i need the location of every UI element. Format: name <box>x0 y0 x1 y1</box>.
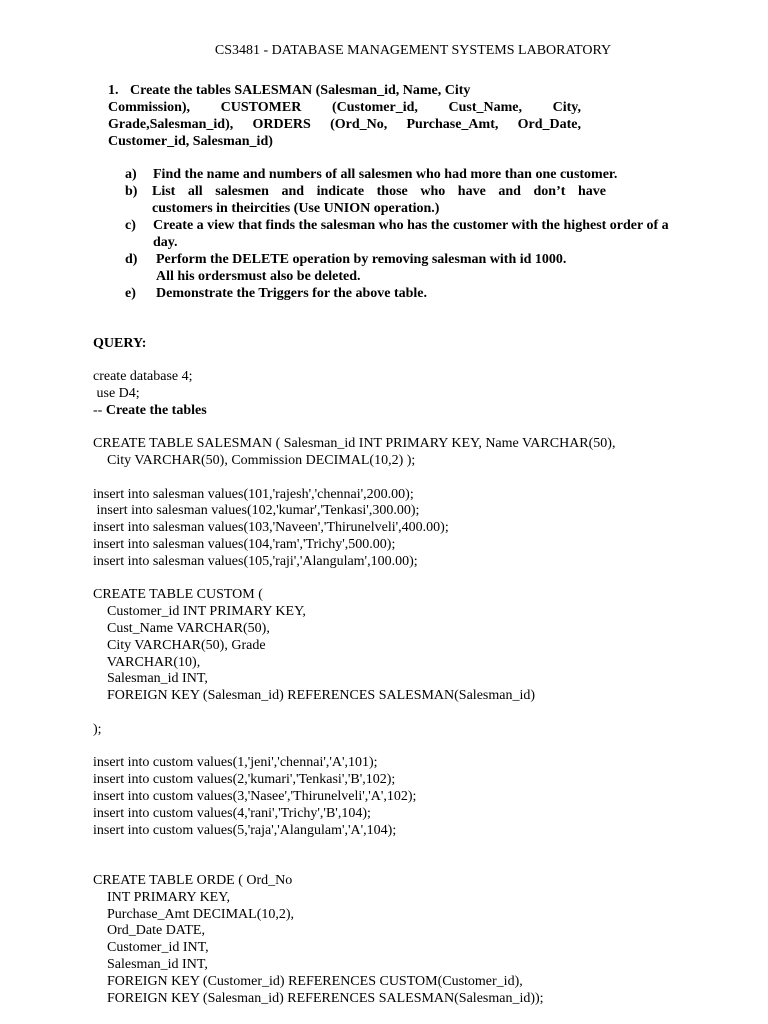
task-line-2-word: (Customer_id, <box>331 100 418 115</box>
subtask-text <box>152 183 606 200</box>
subtask-continuation: All his ordersmust also be deleted. <box>156 269 361 284</box>
subtask-label: b) <box>125 184 138 199</box>
subtask-text: Find the name and numbers of all salesmen who had more than one customer. <box>153 167 618 182</box>
subtask-word: salesmen <box>215 184 269 199</box>
task-line-3-word: Ord_Date, <box>517 117 581 132</box>
code-line: insert into custom values(2,'kumari','Tenkasi','B',102); <box>93 772 396 787</box>
code-line: FOREIGN KEY (Salesman_id) REFERENCES SALESMAN(Salesman_id)); <box>93 991 544 1006</box>
code-line: Customer_id INT PRIMARY KEY, <box>93 604 306 619</box>
query-heading: QUERY: <box>93 336 147 351</box>
subtask-text: Create a view that finds the salesman who has the customer with the highest order of a <box>153 218 669 233</box>
subtask-label: a) <box>125 167 137 182</box>
task-line-2-word: Commission), <box>108 100 191 115</box>
subtask-word: all <box>187 184 203 199</box>
code-line: insert into custom values(1,'jeni','chennai','A',101); <box>93 755 378 770</box>
task-line-2-word: Cust_Name, <box>448 100 522 115</box>
code-line: INT PRIMARY KEY, <box>93 890 231 905</box>
subtask-word: have <box>577 184 606 199</box>
code-line: insert into salesman values(103,'Naveen','Thirunelveli',400.00); <box>93 520 449 535</box>
subtask-label: c) <box>125 218 136 233</box>
code-line: Salesman_id INT, <box>93 671 208 686</box>
code-line: City VARCHAR(50), Commission DECIMAL(10,2) ); <box>93 453 416 468</box>
code-line: VARCHAR(10), <box>93 655 201 670</box>
code-comment-prefix: -- <box>93 403 106 418</box>
task-line-3 <box>108 116 581 133</box>
subtask-text: Demonstrate the Triggers for the above table. <box>156 286 427 301</box>
code-line: insert into custom values(4,'rani','Trichy','B',104); <box>93 806 371 821</box>
code-line: Cust_Name VARCHAR(50), <box>93 621 270 636</box>
code-line: CREATE TABLE ORDE ( Ord_No <box>93 873 293 888</box>
code-line: FOREIGN KEY (Customer_id) REFERENCES CUSTOM(Customer_id), <box>93 974 523 989</box>
code-line: City VARCHAR(50), Grade <box>93 638 266 653</box>
subtask-word: and <box>498 184 521 199</box>
subtask-word: don’t <box>533 184 566 199</box>
subtask-word: and <box>281 184 305 199</box>
code-line: insert into salesman values(104,'ram','Trichy',500.00); <box>93 537 396 552</box>
subtask-label: d) <box>125 252 138 267</box>
code-line: FOREIGN KEY (Salesman_id) REFERENCES SALESMAN(Salesman_id) <box>93 688 536 703</box>
task-line-3-word: ORDERS <box>252 117 311 132</box>
subtask-label: e) <box>125 286 136 301</box>
code-line: Customer_id INT, <box>93 940 209 955</box>
subtask-word: have <box>457 184 486 199</box>
subtask-continuation: customers in theircities (Use UNION operation.) <box>152 201 440 216</box>
code-line: Purchase_Amt DECIMAL(10,2), <box>93 907 295 922</box>
subtask-text: Perform the DELETE operation by removing salesman with id 1000. <box>156 252 567 267</box>
code-comment-bold: Create the tables <box>105 403 207 418</box>
code-line: insert into salesman values(105,'raji','Alangulam',100.00); <box>93 554 418 569</box>
code-line: use D4; <box>93 386 140 401</box>
subtask-word: those <box>376 184 408 199</box>
task-line-3-word: Purchase_Amt, <box>406 117 499 132</box>
task-line-2-word: City, <box>552 100 581 115</box>
code-line: insert into salesman values(102,'kumar','Tenkasi',300.00); <box>93 503 420 518</box>
subtask-continuation: day. <box>153 235 178 250</box>
task-line-1: Create the tables SALESMAN (Salesman_id, Name, City <box>130 83 471 98</box>
task-line-3-word: Grade,Salesman_id), <box>108 117 234 132</box>
task-line-2-word: CUSTOMER <box>220 100 302 115</box>
task-line-2 <box>108 99 581 116</box>
code-line: ); <box>93 722 102 737</box>
task-line-3-word: (Ord_No, <box>330 117 388 132</box>
page-header-title: CS3481 - DATABASE MANAGEMENT SYSTEMS LABORATORY <box>214 43 612 58</box>
code-line: create database 4; <box>93 369 193 384</box>
code-line: Ord_Date DATE, <box>93 923 205 938</box>
code-line: insert into custom values(5,'raja','Alangulam','A',104); <box>93 823 397 838</box>
subtask-word: indicate <box>316 184 365 199</box>
subtask-word: who <box>420 184 446 199</box>
task-line-4: Customer_id, Salesman_id) <box>108 134 273 149</box>
task-number: 1. <box>108 83 119 98</box>
code-line: insert into salesman values(101,'rajesh','chennai',200.00); <box>93 487 414 502</box>
code-line: CREATE TABLE SALESMAN ( Salesman_id INT PRIMARY KEY, Name VARCHAR(50), <box>93 436 616 451</box>
code-line: Salesman_id INT, <box>93 957 208 972</box>
subtask-word: List <box>152 184 176 199</box>
code-comment-line <box>93 402 207 419</box>
code-line: CREATE TABLE CUSTOM ( <box>93 587 263 602</box>
code-line: insert into custom values(3,'Nasee','Thirunelveli','A',102); <box>93 789 417 804</box>
